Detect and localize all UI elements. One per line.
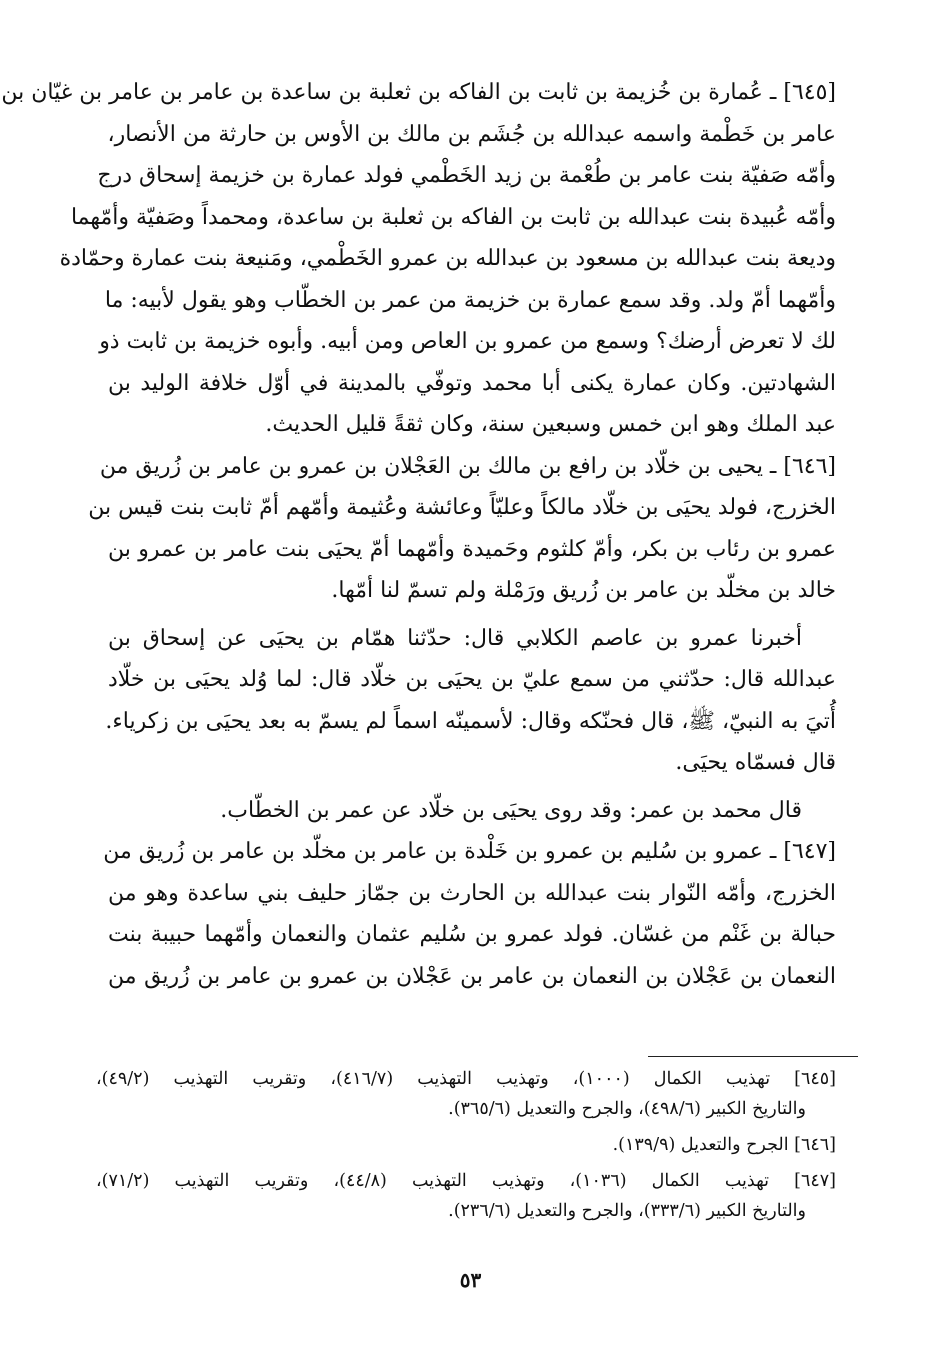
text-line: وديعة بنت عبدالله بن مسعود بن عبدالله بن عمرو الخَطْمي، ومَنيعة بنت عمارة وحمّادة [59, 246, 836, 271]
entry-647 [103, 831, 837, 997]
footnote-line: والتاريخ الكبير (٣٣٣/٦)، والجرح والتعديل (٢٣٦/٦). [448, 1201, 806, 1221]
text-line: لك لا تعرض أرضك؟ وسمع من عمرو بن العاص ومن أبيه. وأبوه خزيمة بن ثابت ذو [99, 329, 836, 354]
page-number: ٥٣ [459, 1268, 482, 1292]
footnote-645 [96, 1064, 836, 1124]
text-line: وأمّه عُبيدة بنت عبدالله بن ثابت بن الفاكه بن ثعلبة بن ساعدة، ومحمداً وصَفيّة وأمّهما [70, 204, 836, 230]
text-line: [٦٤٦] ـ يحيى بن خلّاد بن رافع بن مالك بن العَجْلان بن عمرو بن عامر بن زُريق من [99, 453, 836, 479]
entry-645 [1, 72, 836, 446]
paragraph-note [108, 790, 836, 832]
text-line: عبدالله قال: حدّثني من سمع عليّ بن يحيَى بن خلّاد قال: لما وُلد يحيَى بن خلّاد [108, 667, 836, 692]
text-line: حبالة بن غَنْم من غسّان. فولد عمرو بن سُليم عثمان والنعمان وأمّهما حبيبة بنت [108, 922, 837, 947]
text-line: وأمّه صَفيّة بنت عامر بن طُعْمة بن زيد الخَطْمي فولد عمارة بن خزيمة إسحاق درج [97, 163, 836, 188]
text-line: الشهادتين. وكان عمارة يكنى أبا محمد وتوفّي بالمدينة في أوّل خلافة الوليد بن [108, 370, 836, 396]
main-text [1, 72, 837, 997]
text-line: قال فسمّاه يحيَى. [675, 750, 836, 775]
text-line: [٦٤٥] ـ عُمارة بن خُزيمة بن ثابت بن الفاكه بن ثعلبة بن ساعدة بن عامر بن عامر بن غيّان بن [1, 80, 836, 105]
footnote-647 [96, 1166, 836, 1226]
footnote-646 [96, 1130, 836, 1160]
footnote-line: [٦٤٧] تهذيب الكمال (١٠٣٦)، وتهذيب التهذيب (٤٤/٨)، وتقريب التهذيب (٧١/٢)، [96, 1171, 836, 1191]
footnote-line: والتاريخ الكبير (٤٩٨/٦)، والجرح والتعديل (٣٦٥/٦). [448, 1099, 806, 1119]
paragraph-narration [105, 618, 836, 784]
text-line: خالد بن مخلّد بن عامر بن زُريق ورَمْلة ولم تسمّ لنا أمّها. [331, 578, 836, 603]
text-line: عامر بن خَطْمة واسمه عبدالله بن جُشَم بن مالك بن الأوس بن حارثة من الأنصار، [107, 121, 836, 147]
text-line: قال محمد بن عمر: وقد روى يحيَى بن خلّاد عن عمر بن الخطّاب. [220, 797, 802, 823]
text-line: [٦٤٧] ـ عمرو بن سُليم بن عمرو بن خَلْدة بن عامر بن مخلّد بن عامر بن زُريق من [103, 839, 836, 864]
text-line: أُتيَ به النبيّ، ﷺ، قال فحنّكه وقال: لأسمينّه اسماً لم يسمّ به بعد يحيَى بن زكرياء. [105, 708, 836, 734]
entry-646 [88, 446, 836, 612]
text-line: أخبرنا عمرو بن عاصم الكلابي قال: حدّثنا همّام بن يحيَى عن إسحاق بن [108, 625, 802, 651]
text-line: الخزرج، وأمّه النّوار بنت عبدالله بن الحارث بن جمّاز حليف بني ساعدة وهو من [108, 880, 836, 906]
text-line: عمرو بن رئاب بن بكر، وأمّ كلثوم وحَميدة وأمّهما أمّ يحيَى بنت عامر بن عمرو بن [108, 536, 836, 562]
footnote-line: [٦٤٥] تهذيب الكمال (١٠٠٠)، وتهذيب التهذيب (٤١٦/٧)، وتقريب التهذيب (٤٩/٢)، [96, 1069, 836, 1089]
footnotes [96, 1064, 836, 1226]
footnote-divider [648, 1056, 858, 1057]
footnote-line: [٦٤٦] الجرح والتعديل (١٣٩/٩). [612, 1135, 836, 1155]
text-line: الخزرج، فولد يحيَى بن خلّاد مالكاً وعليّاً وعائشة وعُثيمة وأمّهم أمّ ثابت بنت قيس بن [88, 495, 836, 520]
text-line: وأمّهما أمّ ولد. وقد سمع عمارة بن خزيمة من عمر بن الخطّاب وهو يقول لأبيه: ما [104, 287, 836, 313]
text-line: عبد الملك وهو ابن خمس وسبعين سنة، وكان ثقةً قليل الحديث. [265, 412, 836, 437]
text-line: النعمان بن عَجْلان بن النعمان بن عامر بن عَجْلان بن عمرو بن عامر بن زُريق من [108, 963, 836, 989]
